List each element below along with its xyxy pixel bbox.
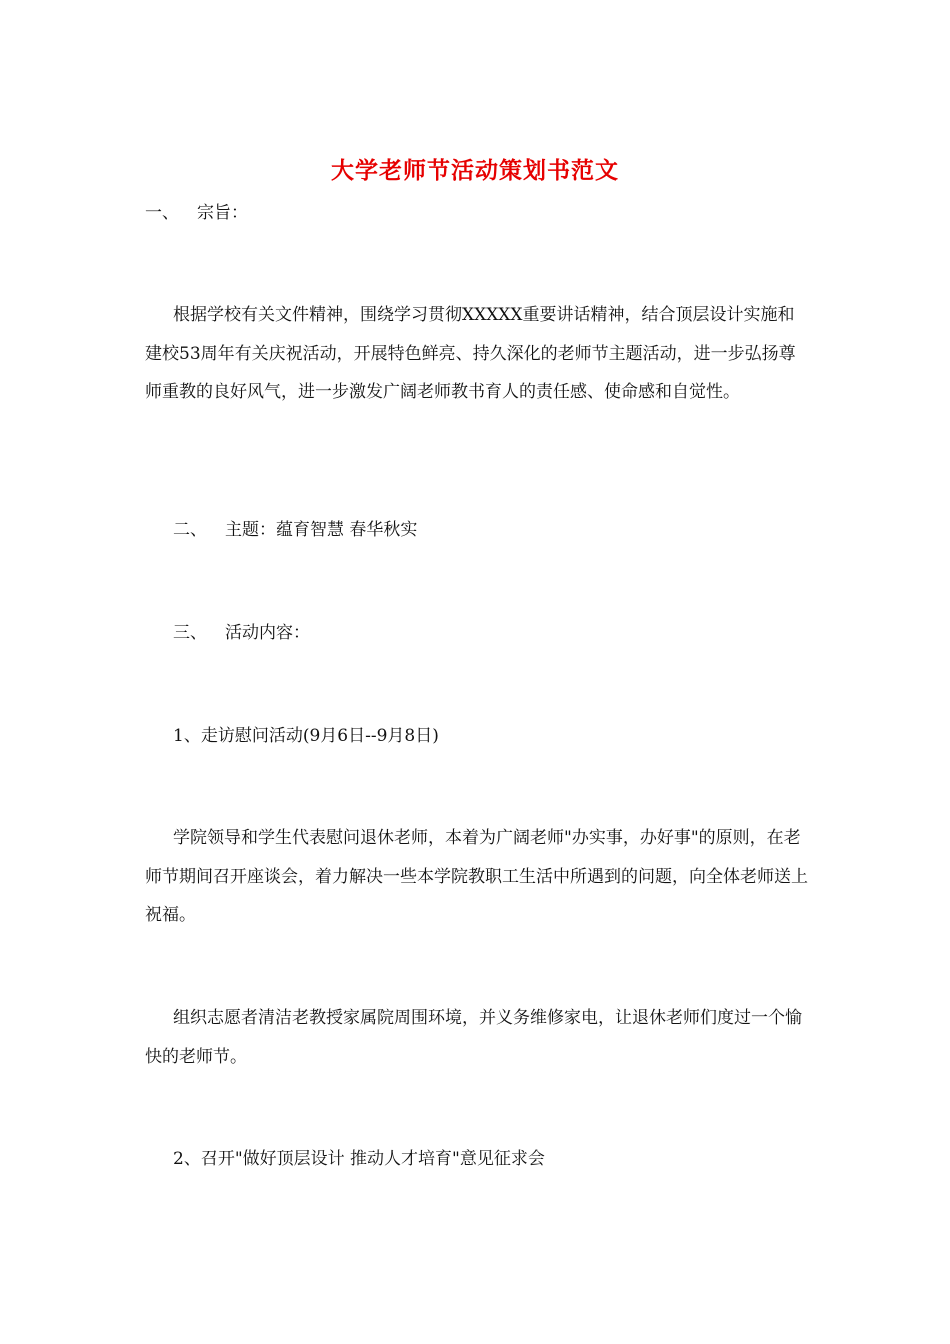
document-title: 大学老师节活动策划书范文 (331, 157, 619, 184)
section-1-heading (145, 200, 815, 226)
section-2-title: 主题：蕴育智慧 春华秋实 (225, 520, 418, 540)
paragraph-visit-text: 学院领导和学生代表慰问退休老师，本着为广阔老师"办实事，办好事"的原则，在老师节期间召开座谈会，着力解决一些本学院教职工生活中所遇到的问题，向全体老师送上祝福。 (145, 828, 808, 925)
activity-item-1: 1、走访慰问活动(9月6日--9月8日) (173, 726, 439, 746)
section-3-title: 活动内容： (225, 623, 310, 643)
activity-item-2: 2、召开"做好顶层设计 推动人才培育"意见征求会 (173, 1149, 545, 1169)
section-2-heading (173, 517, 843, 543)
section-1-title: 宗旨： (197, 203, 248, 223)
paragraph-visit (145, 819, 810, 935)
paragraph-volunteer-text: 组织志愿者清洁老教授家属院周围环境，并义务维修家电，让退休老师们度过一个愉快的老师节。 (145, 1008, 802, 1067)
paragraph-purpose-text: 根据学校有关文件精神，围绕学习贯彻XXXXX重要讲话精神，结合顶层设计实施和建校53周年有关庆祝活动，开展特色鲜亮、持久深化的老师节主题活动，进一步弘扬尊师重教的良好风气，进一步激发广阔老师教书育人的责任感、使命感和自觉性。 (145, 305, 796, 402)
paragraph-volunteer (145, 999, 810, 1076)
section-3-heading (173, 620, 843, 646)
section-3-number: 三、 (173, 623, 207, 643)
section-2-number: 二、 (173, 520, 207, 540)
section-1-number: 一、 (145, 203, 179, 223)
paragraph-purpose (145, 296, 810, 412)
